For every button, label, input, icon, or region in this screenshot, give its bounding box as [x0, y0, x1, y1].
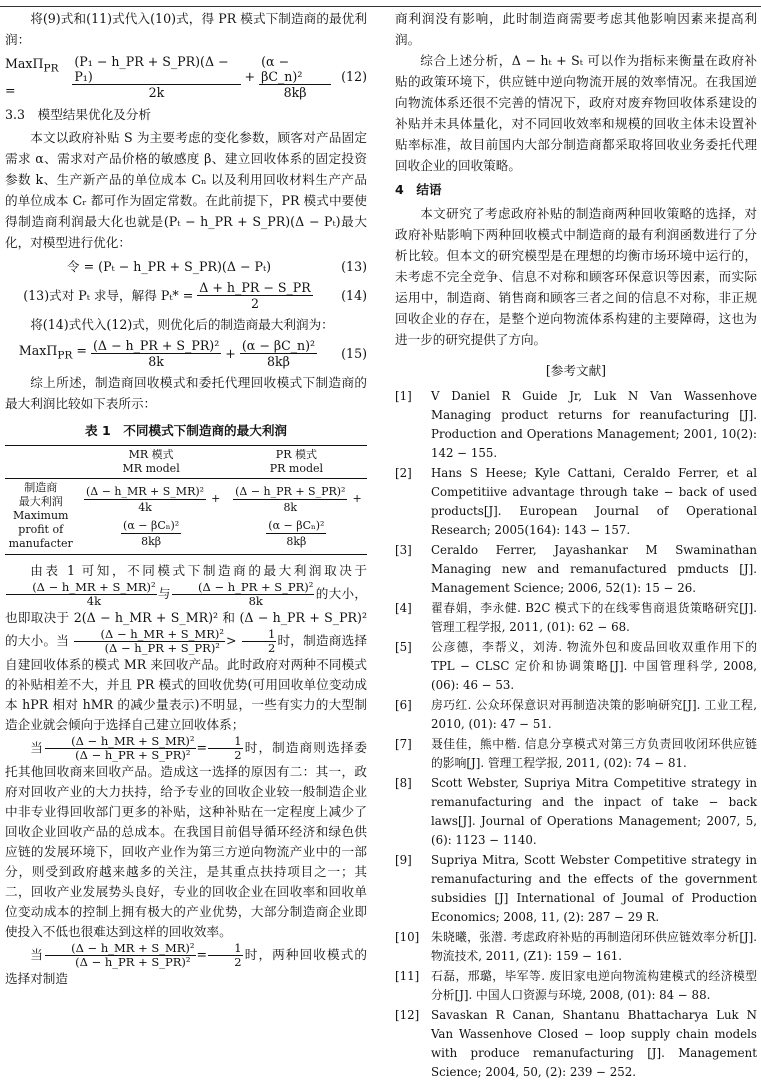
reference-item	[395, 928, 757, 966]
equation-14	[5, 280, 367, 311]
reference-text: 聂佳佳，熊中楷. 信息分享模式对第三方负责回收闭环供应链的影响[J]. 管理工程学报, 2011, (02): 74 − 81.	[431, 737, 757, 770]
equation-13	[5, 256, 367, 277]
equation-number: (12)	[341, 69, 367, 85]
reference-item	[395, 774, 757, 850]
reference-number: [1]	[395, 389, 412, 403]
reference-item	[395, 1006, 757, 1082]
reference-item	[395, 696, 757, 734]
table-row-label: 制造商 最大利润 Maximum profit of manufacter	[8, 481, 73, 551]
fraction: $\frac{\text{(P₁ − h\_PR + S\_PR)(Δ − P₁)}}{2k}$	[72, 54, 240, 100]
left-column	[5, 8, 367, 989]
table-header-blank	[5, 445, 76, 478]
reference-list	[395, 387, 757, 1082]
profit-table	[5, 445, 367, 555]
equation-number: (13)	[341, 258, 367, 274]
references-title: [参考文献]	[545, 363, 607, 378]
fraction: $\frac{\text{(Δ − h\_PR + S\_PR)²}}{8k}$	[92, 337, 220, 369]
reference-text: 房巧红. 公众环保意识对再制造决策的影响研究[J]. 工业工程, 2010, (01): 47 − 51.	[431, 698, 757, 731]
reference-number: [4]	[395, 601, 412, 615]
section-heading: 4 结语	[395, 182, 442, 197]
reference-item	[395, 967, 757, 1005]
reference-text: Scott Webster, Supriya Mitra Competitive strategy in remanufacturing and the inpact of take − back laws[J]. Journal of Operations Management; 2007, 5, (6): 1123 − 1140.	[431, 776, 757, 847]
paragraph: 当 $\frac{\text{(Δ − h\_MR + S\_MR)²}}{\text{(Δ − h\_PR + S\_PR)²}}$ = $\frac{1}{2}$ 时，制造商则选择委托其他回收商来回收产品。造成这一选择的原因有二：其一，政府对回收产业的大力扶持，给予专业的回收企业较一般制造企业中非专业得回收部门更多的补贴，这种补贴在一定程度上减少了回收企业回收产品的总成本。在我国目前倡导循环经济和绿色供应链的发展环境下，回收产业作为第三方逆向物流产业中的一部分，则受到政府越来越多的关注，是其重点扶持项目之一；其二，回收产业发展势头良好，专业的回收企业在回收率和回收单位变动成本的控制上拥有极大的产业优势，大部分制造商企业即使投入不低也很难达到这样的回收效率。	[5, 733, 368, 939]
reference-text: 公彦德，李帮义，刘涛. 物流外包和废品回收双重作用下的 TPL − CLSC 定价和协调策略[J]. 中国管理科学, 2008, (06): 46 − 53.	[431, 640, 757, 692]
section-heading: 3.3 模型结果优化及分析	[5, 106, 151, 122]
paragraph: 将(9)式和(11)式代入(10)式，得 PR 模式下制造商的最优利润：	[5, 11, 367, 47]
paragraph: 由表 1 可知，不同模式下制造商的最大利润取决于 $\frac{\text{(Δ − h\_MR + S\_MR)²}}{4k}$ 与 $\frac{\text{(Δ − h\_PR + S\_PR)²}}{8k}$ 的大小，也即取决于 2(Δ − h_MR + S_MR)² 和 (Δ − h_PR + S_PR)² 的大小。当 $\frac{\text{(Δ − h\_MR + S\_MR)²}}{\text{(Δ − h\_PR + S\_PR)²}}$ > $\frac{1}{2}$ 时，制造商选择自建回收体系的模式 MR 来回收产品。此时政府对两种不同模式的补贴相差不大，并且 PR 模式的回收优势(可用回收单位变动成本 hPR 相对 hMR 的减少量表示)不明显，一些有实力的大型制造企业就会倾向于选择自己建立回收体系；	[5, 562, 368, 732]
reference-text: Hans S Heese; Kyle Cattani, Ceraldo Ferrer, et al Competitiive advantage through take − back of used products[J]. European Journal of Operational Research; 2005(164): 143 − 157.	[431, 466, 757, 537]
paragraph: 本文以政府补贴 S 为主要考虑的变化参数，顾客对产品固定需求 α、需求对产品价格的敏感度 β、建立回收体系的固定投资参数 k、生产新产品的单位成本 Cₙ 以及利用回收材料生产产品的单位成本 Cᵣ 都可作为固定常数。在此前提下，PR 模式中要使得制造商利润最大化也就是(Pₜ − h_PR + S_PR)(Δ − Pₜ)最大化，对模型进行优化：	[5, 129, 367, 250]
reference-text: Supriya Mitra, Scott Webster Competitive strategy in remanufacturing and the effects of the government subsidies [J] International of Joumal of Production Economics; 2008, 11, (2): 287 − 29 R.	[431, 853, 757, 924]
reference-number: [2]	[395, 466, 412, 480]
reference-number: [9]	[395, 853, 412, 867]
paragraph: 商利润没有影响，此时制造商需要考虑其他影响因素来提高利润。	[395, 11, 757, 47]
fraction: $\frac{\text{(α − βC\_n)²}}{8k\beta}$	[241, 337, 316, 369]
paragraph: 综上所述，制造商回收模式和委托代理回收模式下制造商的最大利润比较如下表所示：	[5, 374, 367, 411]
table-header-mr: MR 模式 MR model	[122, 447, 180, 475]
reference-text: Ceraldo Ferrer, Jayashankar M Swaminathan Managing new and remanufactured pmducts [J]. Management Science; 2006, 52(1): 15 − 26.	[431, 543, 757, 595]
reference-item	[395, 638, 757, 695]
reference-number: [7]	[395, 737, 412, 751]
reference-text: V Daniel R Guide Jr, Luk N Van Wassenhove Managing product returns for reanufacturing [J]. Production and Operations Management; 2001, 10(2): 142 − 155.	[431, 389, 757, 460]
reference-item	[395, 464, 757, 540]
plus-sign: +	[225, 345, 236, 361]
reference-number: [5]	[395, 640, 412, 654]
eq-lhs: MaxΠ$_{PR}$ =	[18, 342, 87, 362]
table-header-pr: PR 模式 PR model	[269, 447, 324, 475]
eq-body: (13)式对 Pₜ 求导，解得 Pₜ* =	[23, 287, 194, 303]
reference-text: 朱晓曦，张潜. 考虑政府补贴的再制造闭环供应链效率分析[J]. 物流技术, 2011, (Z1): 159 − 161.	[431, 930, 757, 963]
equation-15	[5, 338, 367, 369]
right-column	[395, 8, 757, 1083]
reference-text: 石磊，邢璐，毕军等. 废旧家电逆向物流构建模式的经济模型分析[J]. 中国人口资源与环境, 2008, (01): 84 − 88.	[431, 969, 757, 1002]
reference-item	[395, 735, 757, 773]
reference-item	[395, 851, 757, 927]
eq-body: 令 = (Pₜ − h_PR + S_PR)(Δ − Pₜ)	[67, 258, 271, 274]
reference-number: [10]	[395, 930, 420, 944]
reference-number: [12]	[395, 1008, 420, 1022]
fraction: $\frac{\text{(α − βC\_n)²}}{8k\beta}$	[259, 54, 331, 100]
reference-text: 翟春娟，李永健. B2C 模式下的在线零售商退货策略研究[J]. 管理工程学报, 2011, (01): 62 − 68.	[431, 601, 757, 634]
reference-text: Savaskan R Canan, Shantanu Bhattacharya Luk N Van Wassenhove Closed − loop supply chain models with produce remanufacturing [J]. Management Science; 2004, 50, (2): 239 − 252.	[431, 1008, 757, 1079]
table-cell-pr: $\frac{\text{(Δ − h\_PR + S\_PR)²}}{8k}$ + $\frac{\text{(α − βCₙ)²}}{8k\beta}$	[235, 484, 362, 548]
equation-12	[5, 53, 367, 101]
fraction: $\frac{\Delta + h\_PR - S\_PR}{2}$	[199, 279, 311, 311]
reference-number: [6]	[395, 698, 412, 712]
table-cell-mr: $\frac{\text{(Δ − h\_MR + S\_MR)²}}{4k}$ + $\frac{\text{(α − βCₙ)²}}{8k\beta}$	[85, 484, 221, 548]
paragraph: 当 $\frac{\text{(Δ − h\_MR + S\_MR)²}}{\text{(Δ − h\_PR + S\_PR)²}}$ = $\frac{1}{2}$ 时，两种回收模式的选择对制造	[5, 940, 368, 986]
reference-number: [3]	[395, 543, 412, 557]
reference-item	[395, 387, 757, 463]
eq-lhs: MaxΠ$_{PR}$ =	[5, 56, 59, 98]
reference-number: [8]	[395, 776, 412, 790]
equation-number: (15)	[341, 345, 367, 361]
plus-sign: +	[244, 69, 256, 85]
paragraph: 将(14)式代入(12)式，则优化后的制造商最大利润为：	[30, 316, 334, 332]
paragraph: 综合上述分析，Δ − hₜ + Sₜ 可以作为指标来衡量在政府补贴的政策环境下，供应链中逆向物流开展的效率情况。在我国逆向物流体系还很不完善的情况下，政府对废弃物回收体系建设的补贴并未具体量化，对不同回收效率和规模的回收主体未设置补贴率标准，故目前国内大部分制造商都采取将回收业务委托代理回收企业的回收策略。	[395, 53, 757, 173]
table-caption: 表 1 不同模式下制造商的最大利润	[84, 422, 288, 438]
reference-number: [11]	[395, 969, 420, 983]
reference-item	[395, 599, 757, 637]
header-rule	[0, 0, 761, 7]
paragraph: 本文研究了考虑政府补贴的制造商两种回收策略的选择，对政府补贴影响下两种回收模式中制造商的最有利润函数进行了分析比较。但本文的研究模型是在理想的均衡市场环境中运行的，未考虑不完全竞争、信息不对称和顾客环保意识等因素，而实际运用中，制造商、销售商和顾客三者之间的信息不对称，非正规回收企业的存在，是整个逆向物流体系构建的主要障碍，这也为进一步的研究提供了方向。	[395, 206, 757, 347]
reference-item	[395, 541, 757, 598]
equation-number: (14)	[341, 287, 367, 303]
